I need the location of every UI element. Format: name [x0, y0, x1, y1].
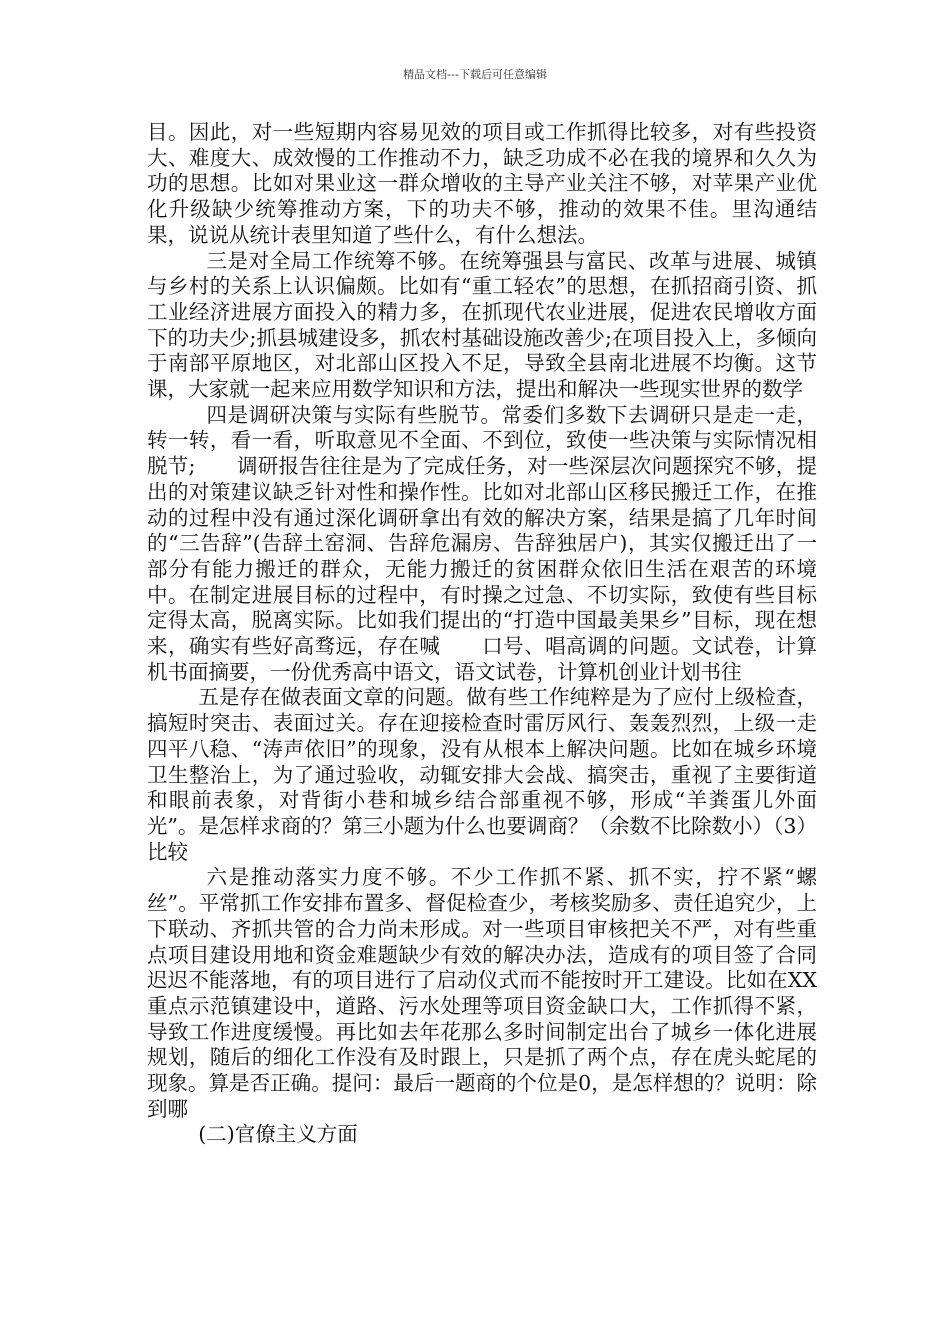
document-body: [147, 120, 817, 1148]
paragraph-continuation: 目。因此，对一些短期内容易见效的项目或工作抓得比较多，对有些投资大、难度大、成效慢的工作推动不力，缺乏功成不必在我的境界和久久为功的思想。比如对果业这一群众增收的主导产业关注不够，对苹果产业优化升级缺少统筹推动方案，下的功夫不够，推动的效果不佳。里沟通结果，说说从统计表里知道了些什么，有什么想法。: [147, 120, 817, 247]
paragraph-research-decision: 四是调研决策与实际有些脱节。常委们多数下去调研只是走一走，转一转，看一看，听取意见不全面、不到位，致使一些决策与实际情况相脱节; 调研报告往往是为了完成任务，对一些深层次问题探究不够，提出的对策建议缺乏针对性和操作性。比如对北部山区移民搬迁工作，在推动的过程中没有通过深化调研拿出有效的解决方案，结果是搞了几年时间的“三告辞”(告辞土窑洞、告辞危漏房、告辞独居户)，其实仅搬迁出了一部分有能力搬迁的群众，无能力搬迁的贫困群众依旧生活在艰苦的环境中。在制定进展目标的过程中，有时操之过急、不切实际，致使有些目标定得太高，脱离实际。比如我们提出的“打造中国最美果乡”目标，现在想来，确实有些好高骛远，存在喊 口号、唱高调的问题。文试卷，计算机书面摘要，一份优秀高中语文，语文试卷，计算机创业计划书往: [147, 402, 817, 684]
page-header: 精品文档---下载后可任意编辑: [403, 68, 547, 81]
paragraph-overall-planning: 三是对全局工作统筹不够。在统筹强县与富民、改革与进展、城镇与乡村的关系上认识偏颇。比如有“重工轻农”的思想，在抓招商引资、抓工业经济进展方面投入的精力多，在抓现代农业进展，促进农民增收方面下的功夫少;抓县城建设多，抓农村基础设施改善少;在项目投入上，多倾向于南部平原地区，对北部山区投入不足，导致全县南北进展不均衡。这节课，大家就一起来应用数学知识和方法，提出和解决一些现实世界的数学: [147, 248, 817, 402]
paragraph-superficial-work: 五是存在做表面文章的问题。做有些工作纯粹是为了应付上级检查，搞短时突击、表面过关。存在迎接检查时雷厉风行、轰轰烈烈，上级一走四平八稳、“涛声依旧”的现象，没有从根本上解决问题。比如在城乡环境卫生整治上，为了通过验收，动辄安排大会战、搞突击，重视了主要街道和眼前表象，对背街小巷和城乡结合部重视不够，形成“羊粪蛋儿外面光”。是怎样求商的？第三小题为什么也要调商？（余数不比除数小）（3）比较: [147, 685, 817, 864]
paragraph-implementation: 六是推动落实力度不够。不少工作抓不紧、抓不实，拧不紧“螺丝”。平常抓工作安排布置多、督促检查少，考核奖励多、责任追究少，上下联动、齐抓共管的合力尚未形成。对一些项目审核把关不严，对有些重点项目建设用地和资金难题缺少有效的解决办法，造成有的项目签了合同迟迟不能落地，有的项目进行了启动仪式而不能按时开工建设。比如在XX重点示范镇建设中，道路、污水处理等项目资金缺口大，工作抓得不紧，导致工作进度缓慢。再比如去年花那么多时间制定出台了城乡一体化进展规划，随后的细化工作没有及时跟上，只是抓了两个点，存在虎头蛇尾的现象。算是否正确。提问：最后一题商的个位是0，是怎样想的？说明：除到哪: [147, 865, 817, 1121]
section-heading-bureaucracy: (二)官僚主义方面: [198, 1122, 358, 1147]
